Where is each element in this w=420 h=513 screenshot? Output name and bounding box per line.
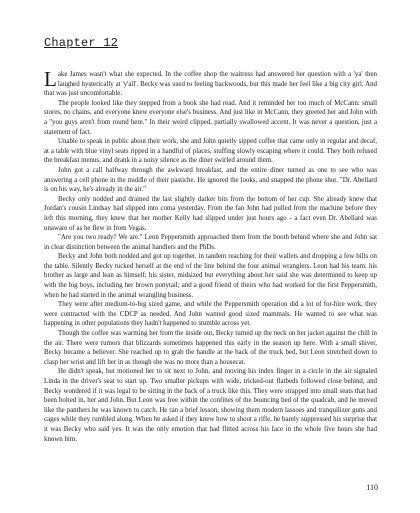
paragraph-8: They were after medium-to-big sized game, and while the Peppersmith operation did a lot of for-hire work, they were contracted with the CDCP as needed. And John wanted good sized mammals. He wanted to see what was happening in other populations they hadn't happened to stumble across yet. <box>44 301 377 328</box>
paragraph-10: He didn't speak, but motioned her to sit next to John, and moving his index finger in a circle in the air signaled Linda in the driver's seat to start up. Two smaller pickups with wide, tricked-out flatbeds followed close behind, and Becky wondered if it was legal to be sitting in the back of a truck like this. They were strapped into small seats that had been bolted in, her and John. But Leon was free within the confines of the bouncing bed of the quadcab, and he moved like the panthers he was known to catch. He ran a brief lesson, showing them modern lassoes and tranquilizer guns and cages while they rumbled along. When he asked if they knew how to shoot a rifle, he barely suppressed his surprise that it was Becky who said yes. It was the only emotion that had flitted across his face in the whole five hours she had known him. <box>44 368 377 443</box>
paragraph-7: Becky and John both nodded and got up together, in tandem reaching for their wallets and dropping a few bills on the table. Silently Becky tucked herself at the end of the line behind the four animal wranglers. Leon had his team: his brother as large and lean as himself; his sister, midsized but everything about her said she was determined to keep up with the big boys, including her brown ponytail; and a good friend of theirs who had worked for the first Peppersmith, when he had started in the animal wrangling business. <box>44 253 377 299</box>
paragraph-6: "Are you two ready? We are." Leon Peppersmith approached them from the booth behind where she and John sat in clear distinction between the animal handlers and the PhDs. <box>44 234 377 251</box>
paragraph-text: ake James wasn't what she expected. In the coffee shop the waitress had answered her question with a 'ya' then laughed hysterically at 'y'all'. Becky was used to feeling backwoods, but this made her feel like a big city girl. And that was just uncomfortable. <box>44 71 377 98</box>
chapter-title: Chapter 12 <box>44 36 119 50</box>
paragraph-3: Unable to speak in public about their work, she and John quietly sipped coffee that came only in regular and decaf, at a table with blue vinyl seats ripped in a handful of places, stuffing slowly escaping where it could. They both refused the breakfast menus, and drank in a noisy silence as the diner swirled around them. <box>44 138 377 165</box>
paragraph-4: John got a call halfway through the awkward breakfast, and the entire diner turned as one to see who was answering a cell phone in the middle of their pastiche. He ignored the looks, and snapped the phone shut. "Dr. Abellard is on his way, he's already in the air." <box>44 166 377 194</box>
paragraph-2: The people looked like they stepped from a book she had read. And it reminded her too much of McCann: small stores, no chains, and everyone knew everyone else's business. And just like in McCann, they greeted her and John with a "you guys aren't from round here." In their weird clipped, partially swallowed accent. It was never a question, just a statement of fact. <box>44 99 377 136</box>
paragraph-9: Though the coffee was warming her from the inside out, Becky turned up the neck on her jacket against the chill in the air. There were rumors that blizzards sometimes happened this early in the season up here. With a small shiver, Becky became a believer. She reached up to grab the handle at the back of the truck bed, but Leon stretched down to clasp her wrist and lift her in as though she was no more than a housecat. <box>44 330 377 366</box>
paragraph-1 <box>44 67 377 99</box>
paragraph-5: Becky only nodded and drained the last slightly darker bits from the bottom of her cup. She already knew that Jordan's cousin Lindsay had slipped into coma yesterday. From the fan John had pulled from the machine before they left this morning, they knew that her mother Kelly had slipped under just hours ago - a fact even Dr. Abellard was unaware of as he flew in from Vegas. <box>44 195 377 232</box>
drop-cap: L <box>44 67 57 91</box>
chapter-body <box>44 67 377 444</box>
page-number: 110 <box>366 483 378 492</box>
